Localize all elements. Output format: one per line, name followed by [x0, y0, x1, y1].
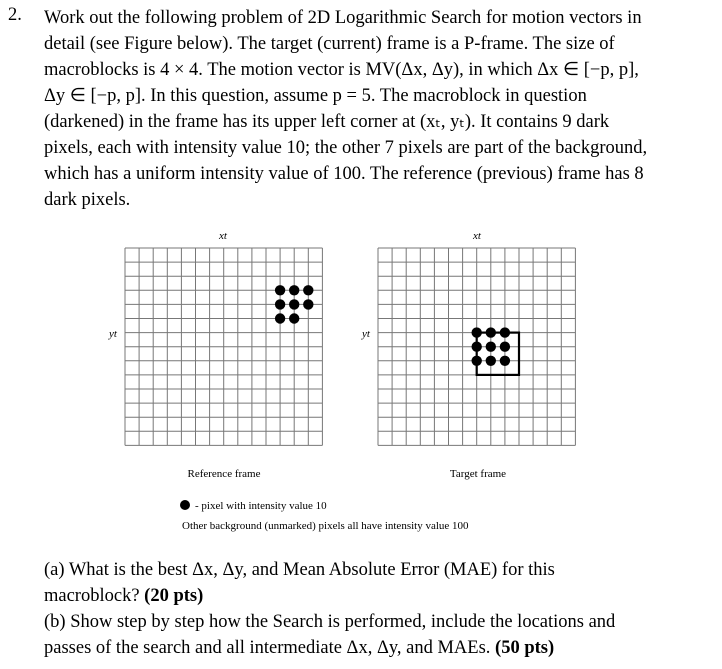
question-b — [44, 609, 615, 635]
dark-pixel-dot — [486, 327, 496, 337]
legend-dot-icon — [180, 500, 190, 510]
dark-pixel-dot — [486, 356, 496, 366]
question-a-text: (a) What is the best Δx, Δy, and Mean Absolute Error (MAE) for this — [44, 560, 555, 580]
target-frame-grid — [378, 248, 575, 445]
tgt-caption: Target frame — [449, 468, 507, 480]
statement-line: macroblocks is 4 × 4. The motion vector is MV(Δx, Δy), in which Δx ∈ [−p, p], — [44, 60, 639, 80]
question-b-text: (b) Show step by step how the Search is performed, include the locations and — [44, 612, 616, 632]
tgt-y-label: yt — [362, 328, 370, 340]
statement-line: which has a uniform intensity value of 100. The reference (previous) frame has 8 — [44, 164, 644, 184]
question-b-points: (50 pts) — [495, 638, 555, 658]
dark-pixel-dot — [289, 285, 299, 295]
dark-pixel-dot — [500, 356, 510, 366]
question-a — [44, 557, 615, 583]
statement-line: pixels, each with intensity value 10; the other 7 pixels are part of the background, — [44, 138, 648, 158]
dark-pixel-dot — [500, 327, 510, 337]
dark-pixel-dot — [472, 342, 482, 352]
ref-y-label: yt — [109, 328, 117, 340]
dark-pixel-dot — [472, 356, 482, 366]
statement-line: dark pixels. — [44, 190, 131, 210]
ref-x-label: xt — [219, 230, 227, 242]
reference-frame-grid — [125, 248, 322, 445]
tgt-x-label: xt — [473, 230, 481, 242]
dark-pixel-dot — [289, 313, 299, 323]
ref-caption: Reference frame — [187, 468, 261, 480]
dark-pixel-dot — [275, 285, 285, 295]
dark-pixel-dot — [472, 327, 482, 337]
question-a-cont — [44, 583, 615, 609]
dark-pixel-dot — [275, 313, 285, 323]
dark-pixel-dot — [303, 285, 313, 295]
question-b-cont — [44, 635, 615, 661]
dark-pixel-dot — [275, 299, 285, 309]
questions — [44, 557, 615, 661]
question-b-text2: passes of the search and all intermediate Δx, Δy, and MAEs. — [44, 638, 496, 658]
statement-line: Work out the following problem of 2D Logarithmic Search for motion vectors in — [44, 8, 642, 28]
dark-pixel-dot — [500, 342, 510, 352]
dark-pixel-dot — [289, 299, 299, 309]
dark-pixel-dot — [486, 342, 496, 352]
dark-pixel-dot — [303, 299, 313, 309]
problem-number: 2. — [8, 5, 22, 25]
question-a-text2: macroblock? — [44, 586, 145, 606]
question-a-points: (20 pts) — [144, 586, 204, 606]
statement-line: Δy ∈ [−p, p]. In this question, assume p = 5. The macroblock in question — [44, 86, 587, 106]
statement-line: detail (see Figure below). The target (current) frame is a P-frame. The size of — [44, 34, 615, 54]
statement-line: (darkened) in the frame has its upper left corner at (xₜ, yₜ). It contains 9 dark — [44, 112, 610, 132]
legend-dot-text: - pixel with intensity value 10 — [195, 500, 327, 512]
legend-note: Other background (unmarked) pixels all have intensity value 100 — [182, 520, 469, 532]
macroblock-outline — [477, 333, 519, 375]
